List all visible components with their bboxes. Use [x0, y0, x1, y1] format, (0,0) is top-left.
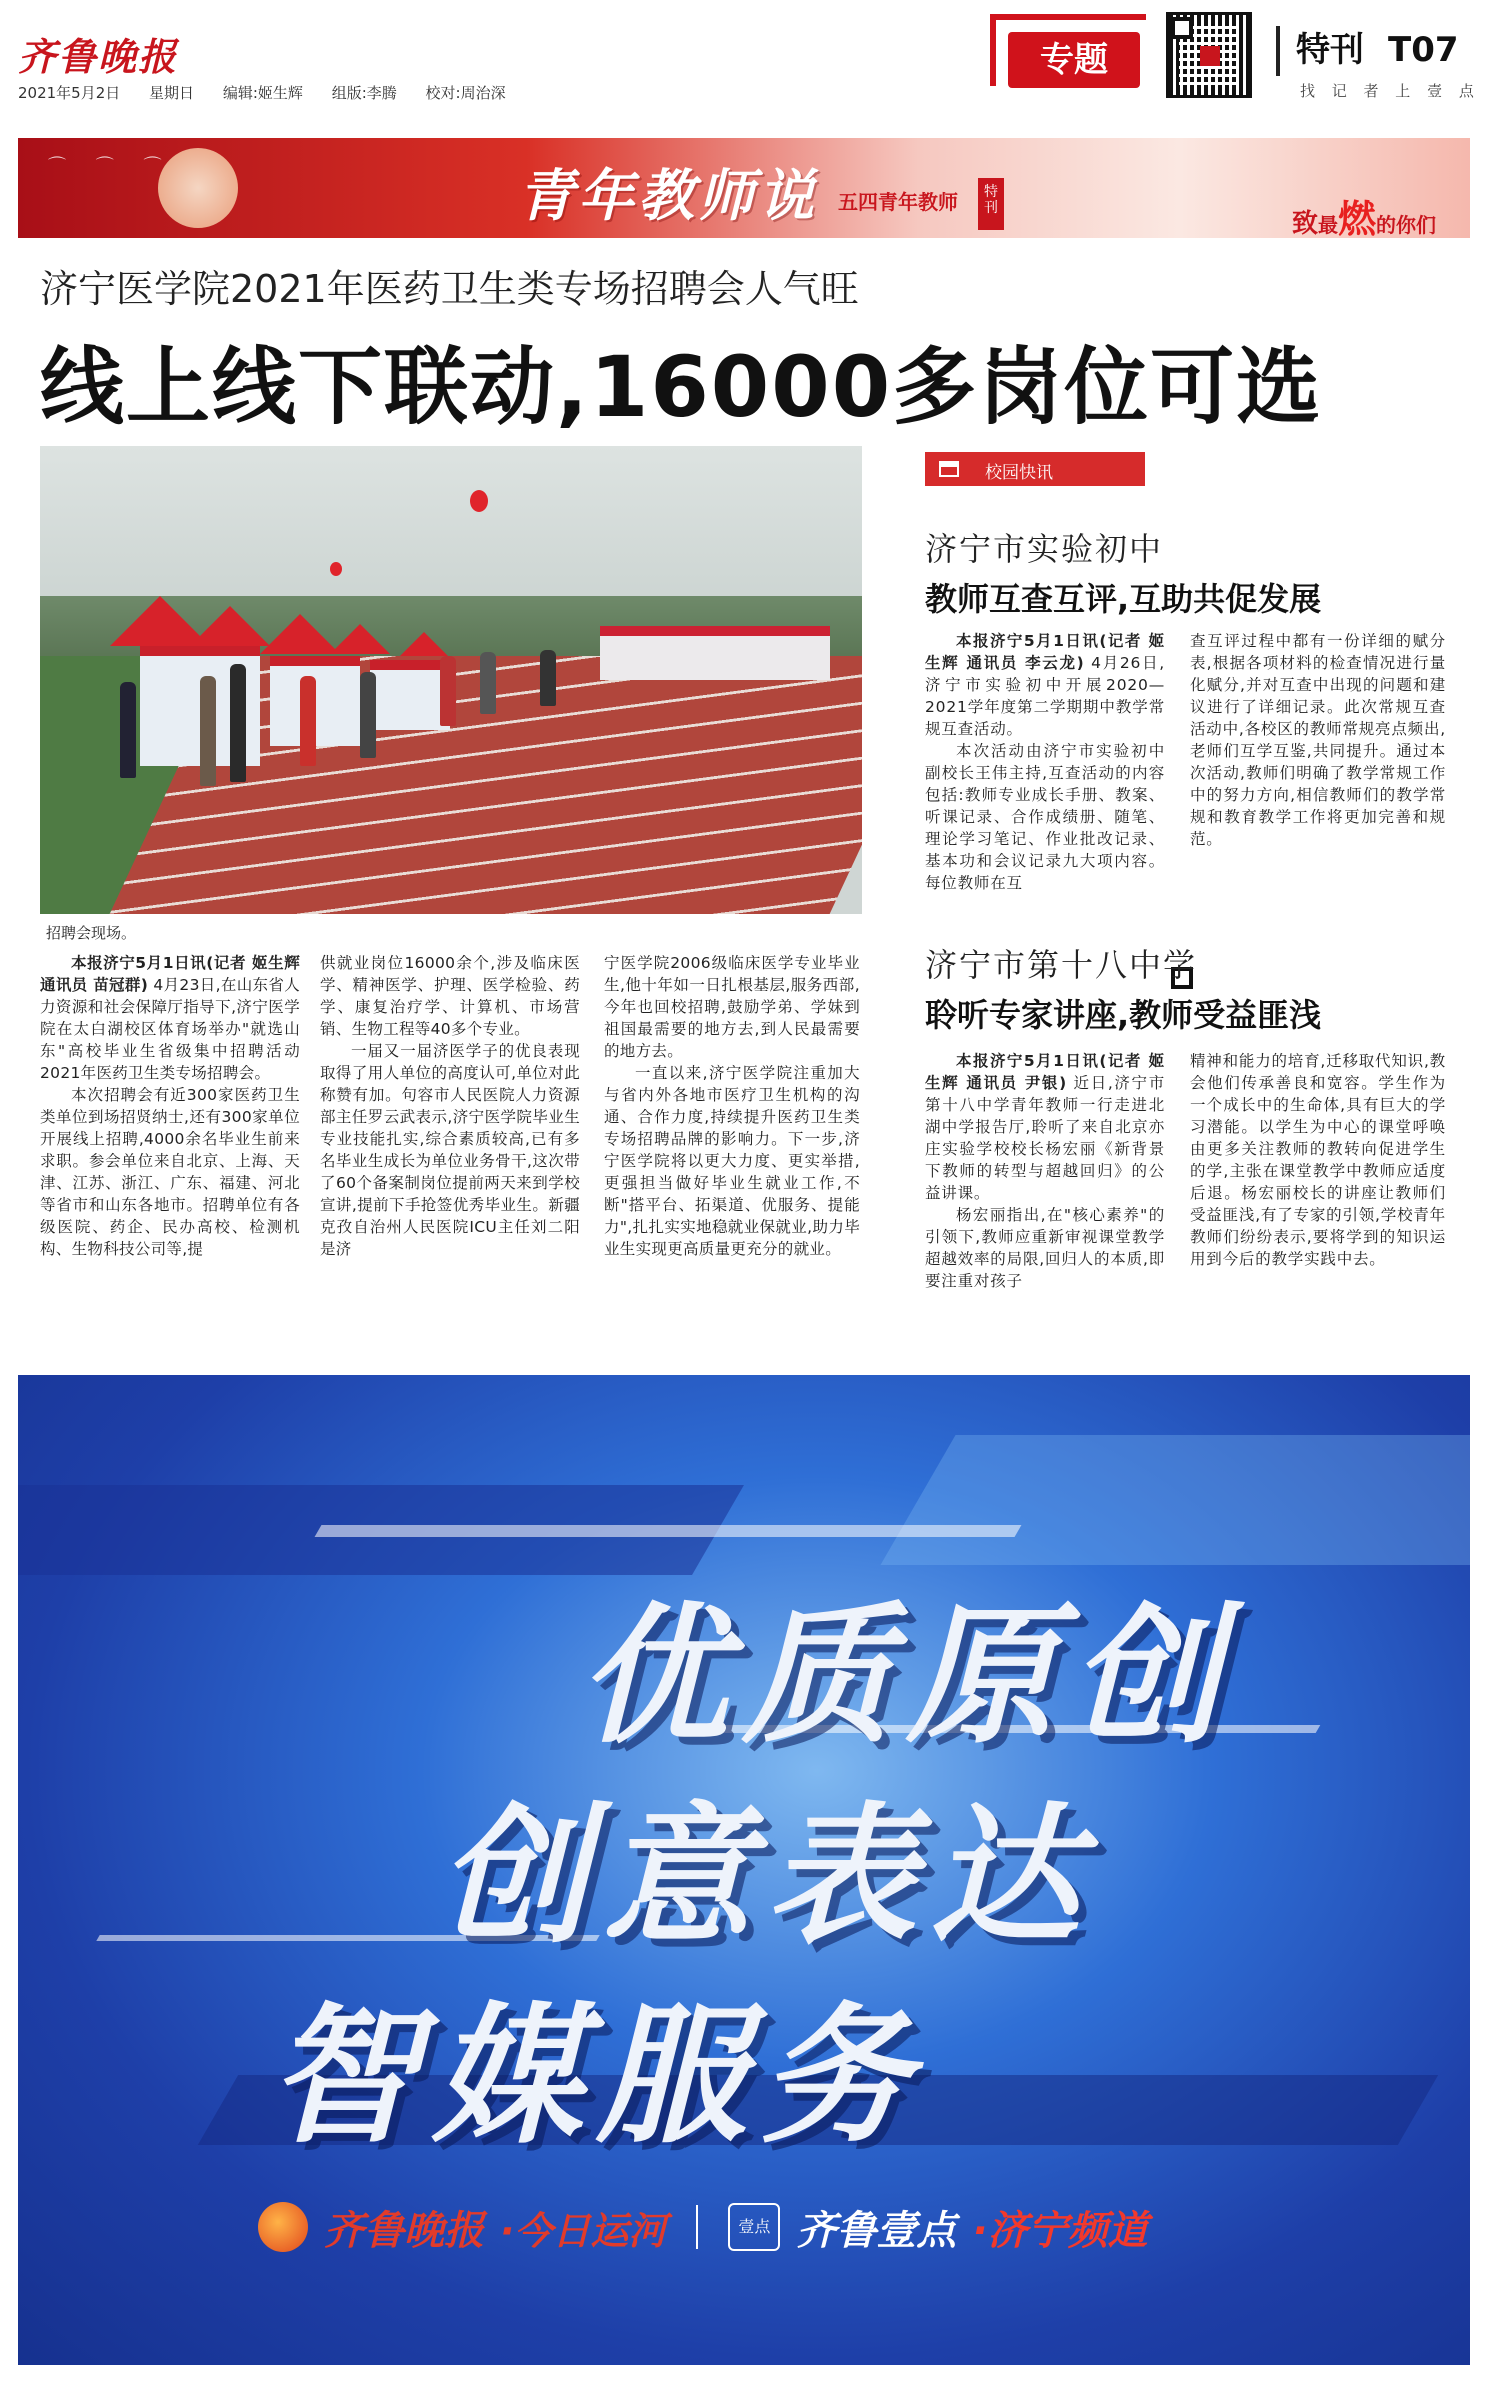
- article-kicker: 济宁医学院2021年医药卫生类专场招聘会人气旺: [40, 267, 859, 311]
- slogan-hot: 燃: [1337, 197, 1376, 238]
- story1-headline: 教师互查互评,互助共促发展: [925, 580, 1322, 618]
- ad-streak: [315, 1525, 1022, 1537]
- topic-label-box: [990, 14, 1150, 88]
- editor-credit: 编辑:姬生辉: [222, 84, 303, 102]
- paragraph: 宁医学院2006级临床医学专业毕业生,他十年如一日扎根基层,服务西部,今年也回校招聘,鼓励学弟、学妹到祖国最需要的地方去,到人民最需要的地方去。: [604, 954, 860, 1060]
- proof-credit: 校对:周治深: [425, 84, 506, 102]
- brand1-name: 齐鲁晚报: [324, 2206, 484, 2254]
- photo-person: [230, 664, 246, 782]
- story2-dateline: 本报济宁5月1日讯(记者 姬生辉 通讯员 尹银): [925, 1052, 1165, 1092]
- qr-corner: [1171, 17, 1193, 39]
- photo-caption: 招聘会现场。: [46, 924, 137, 942]
- slogan-mid: 最: [1317, 213, 1338, 237]
- photo-tent: [400, 632, 448, 656]
- paragraph: 精神和能力的培育,迁移取代知识,教会他们传承善良和宽容。学生作为一个成长中的生命体,具有巨大的学习潜能。以学生为中心的课堂呼唤由更多关注教师的教转向促进学生的学,主张在课堂教学中教师应适度后退。杨宏丽校长的讲座让教师们受益匪浅,有了专家的引领,学校青年教师们纷纷表示,要将学到的知识运用到今后的教学实践中去。: [1190, 1052, 1446, 1268]
- paragraph: 一直以来,济宁医学院注重加大与省内外各地市医疗卫生机构的沟通、合作力度,持续提升医药卫生类专场招聘品牌的影响力。下一步,济宁医学院将以更大力度、更实举措,更强担当做好毕业生就业工作,不断"搭平台、拓渠道、优服务、提能力",扎扎实实地稳就业保就业,助力毕业生实现更高质量更充分的就业。: [604, 1064, 860, 1258]
- story2-kicker: 济宁市第十八中学: [925, 946, 1198, 984]
- banner-subtitle: 五四青年教师: [838, 190, 958, 214]
- story2-column-1: [925, 1050, 1165, 1292]
- story1-kicker: 济宁市实验初中: [925, 530, 1164, 568]
- paragraph: 近日,济宁市第十八中学青年教师一行走进北湖中学报告厅,聆听了来自北京亦庄实验学校校长杨宏丽《新背景下教师的转型与超越回归》的公益讲课。: [925, 1074, 1165, 1202]
- photo-person: [300, 676, 316, 766]
- article-headline: 线上线下联动,16000多岗位可选: [40, 338, 1323, 436]
- job-fair-photo: [40, 446, 862, 914]
- story2-column-2: [1190, 1050, 1446, 1270]
- section-banner: [18, 138, 1470, 238]
- paragraph: 本次活动由济宁市实验初中副校长王伟主持,互查活动的内容包括:教师专业成长手册、教案、听课记录、合作成绩册、随笔、理论学习笔记、作业批改记录、基本功和会议记录九大项内容。每位教师在互: [925, 742, 1165, 892]
- story1-column-2: [1190, 630, 1446, 850]
- photo-person: [200, 676, 216, 786]
- birds-decoration: ⌒ ⌒ ⌒: [48, 156, 174, 177]
- ad-slogan-1: 优质原创: [578, 1590, 1235, 1764]
- page-number: T07: [1388, 30, 1459, 70]
- story1-column-1: [925, 630, 1165, 894]
- campus-news-label: 校园快讯: [985, 463, 1053, 483]
- story1-dateline: 本报济宁5月1日讯(记者 姬生辉 通讯员 李云龙): [925, 632, 1165, 672]
- contact-slogan: 找 记 者 上 壹 点: [1300, 82, 1480, 100]
- paragraph: 本次招聘会有近300家医药卫生类单位到场招贤纳士,还有300家单位开展线上招聘,4000余名毕业生前来求职。参会单位来自北京、上海、天津、江苏、浙江、广东、福建、河北等省市和山东各地市。招聘单位有各级医院、药企、民办高校、检测机构、生物科技公司等,提: [40, 1086, 300, 1258]
- photo-balloon: [330, 562, 342, 576]
- photo-tent: [190, 606, 270, 646]
- slogan-post: 的你们: [1376, 213, 1436, 237]
- article-column-3: [604, 952, 860, 1260]
- qr-code-icon[interactable]: [1166, 12, 1252, 98]
- photo-person: [540, 650, 556, 706]
- photo-person: [360, 672, 376, 758]
- layout-credit: 组版:李腾: [331, 84, 397, 102]
- photo-tent: [260, 614, 340, 654]
- paragraph: 一届又一届济医学子的优良表现取得了用人单位的高度认可,单位对此称赞有加。句容市人民医院人力资源部主任罗云武表示,济宁医学院毕业生专业技能扎实,综合素质较高,已有多名毕业生成长为单位业务骨干,这次带了60个备案制岗位提前两天来到学校宣讲,提前下手抢签优秀毕业生。新疆克孜自治州人民医院ICU主任刘二阳是济: [320, 1042, 580, 1258]
- banner-title: 青年教师说: [518, 163, 818, 229]
- ad-brand-footer: [258, 2195, 1148, 2259]
- paragraph: 查互评过程中都有一份详细的赋分表,根据各项材料的检查情况进行量化赋分,并对互查中出现的问题和建议进行了详细记录。此次常规互查活动中,各校区的教师常规亮点频出,老师们互学互鉴,共同提升。通过本次活动,教师们明确了教学常规工作中的努力方向,相信教师们的教学常规和教育教学工作将更加完善和规范。: [1190, 632, 1446, 848]
- paragraph: 4月26日,济宁市实验初中开展2020—2021学年度第二学期期中教学常规互查活动。: [925, 654, 1166, 738]
- article-column-1: [40, 952, 300, 1260]
- banner-slogan: [1292, 188, 1436, 238]
- photo-booth: [370, 660, 450, 730]
- photo-tent: [330, 624, 390, 654]
- article-column-2: [320, 952, 580, 1260]
- ad-slogan-3: 智媒服务: [268, 1990, 925, 2164]
- issue-meta: [18, 82, 524, 103]
- divider: [1276, 26, 1280, 76]
- story2-headline: 聆听专家讲座,教师受益匪浅: [925, 996, 1322, 1034]
- topic-label: 专题: [1008, 32, 1140, 88]
- photo-balloon: [470, 490, 488, 512]
- brand-advertisement: [18, 1375, 1470, 2365]
- edition-label: [1296, 22, 1459, 71]
- qr-center-logo: [1200, 46, 1220, 66]
- article-dateline: 本报济宁5月1日讯(记者 姬生辉 通讯员 苗冠群): [40, 954, 300, 994]
- campus-news-tag: [925, 452, 1145, 486]
- brand1-suffix: ·今日运河: [500, 2208, 667, 2253]
- slogan-pre: 致: [1291, 209, 1318, 238]
- banner-tag: 特刊: [978, 178, 1004, 230]
- ad-slogan-2: 创意表达: [438, 1790, 1095, 1964]
- paragraph: 杨宏丽指出,在"核心素养"的引领下,教师应重新审视课堂教学超越效率的局限,回归人的本质,即要注重对孩子: [925, 1206, 1165, 1290]
- edition-name: 特刊: [1296, 30, 1364, 70]
- brand2-suffix: ·济宁频道: [972, 2207, 1148, 2254]
- photo-booth: [600, 626, 830, 680]
- brand2-name: 齐鲁壹点: [796, 2207, 957, 2254]
- paragraph: 供就业岗位16000余个,涉及临床医学、精神医学、护理、医学检验、药学、康复治疗学、计算机、市场营销、生物工程等40多个专业。: [320, 954, 580, 1038]
- photo-person: [480, 652, 496, 714]
- ad-shape: [880, 1435, 1470, 1565]
- yidian-app-icon: 壹点: [728, 2203, 780, 2251]
- window-icon: [939, 461, 959, 477]
- qilu-evening-logo-icon: [258, 2202, 308, 2252]
- photo-person: [120, 682, 136, 778]
- paragraph: 4月23日,在山东省人力资源和社会保障厅指导下,济宁医学院在太白湖校区体育场举办"就选山东"高校毕业生省级集中招聘活动2021年医药卫生类专场招聘会。: [40, 976, 301, 1082]
- brand-divider: [696, 2205, 698, 2249]
- issue-date: 2021年5月2日: [18, 84, 121, 102]
- photo-person: [440, 656, 456, 726]
- issue-weekday: 星期日: [149, 84, 195, 102]
- newspaper-logo: 齐鲁晚报: [18, 34, 179, 79]
